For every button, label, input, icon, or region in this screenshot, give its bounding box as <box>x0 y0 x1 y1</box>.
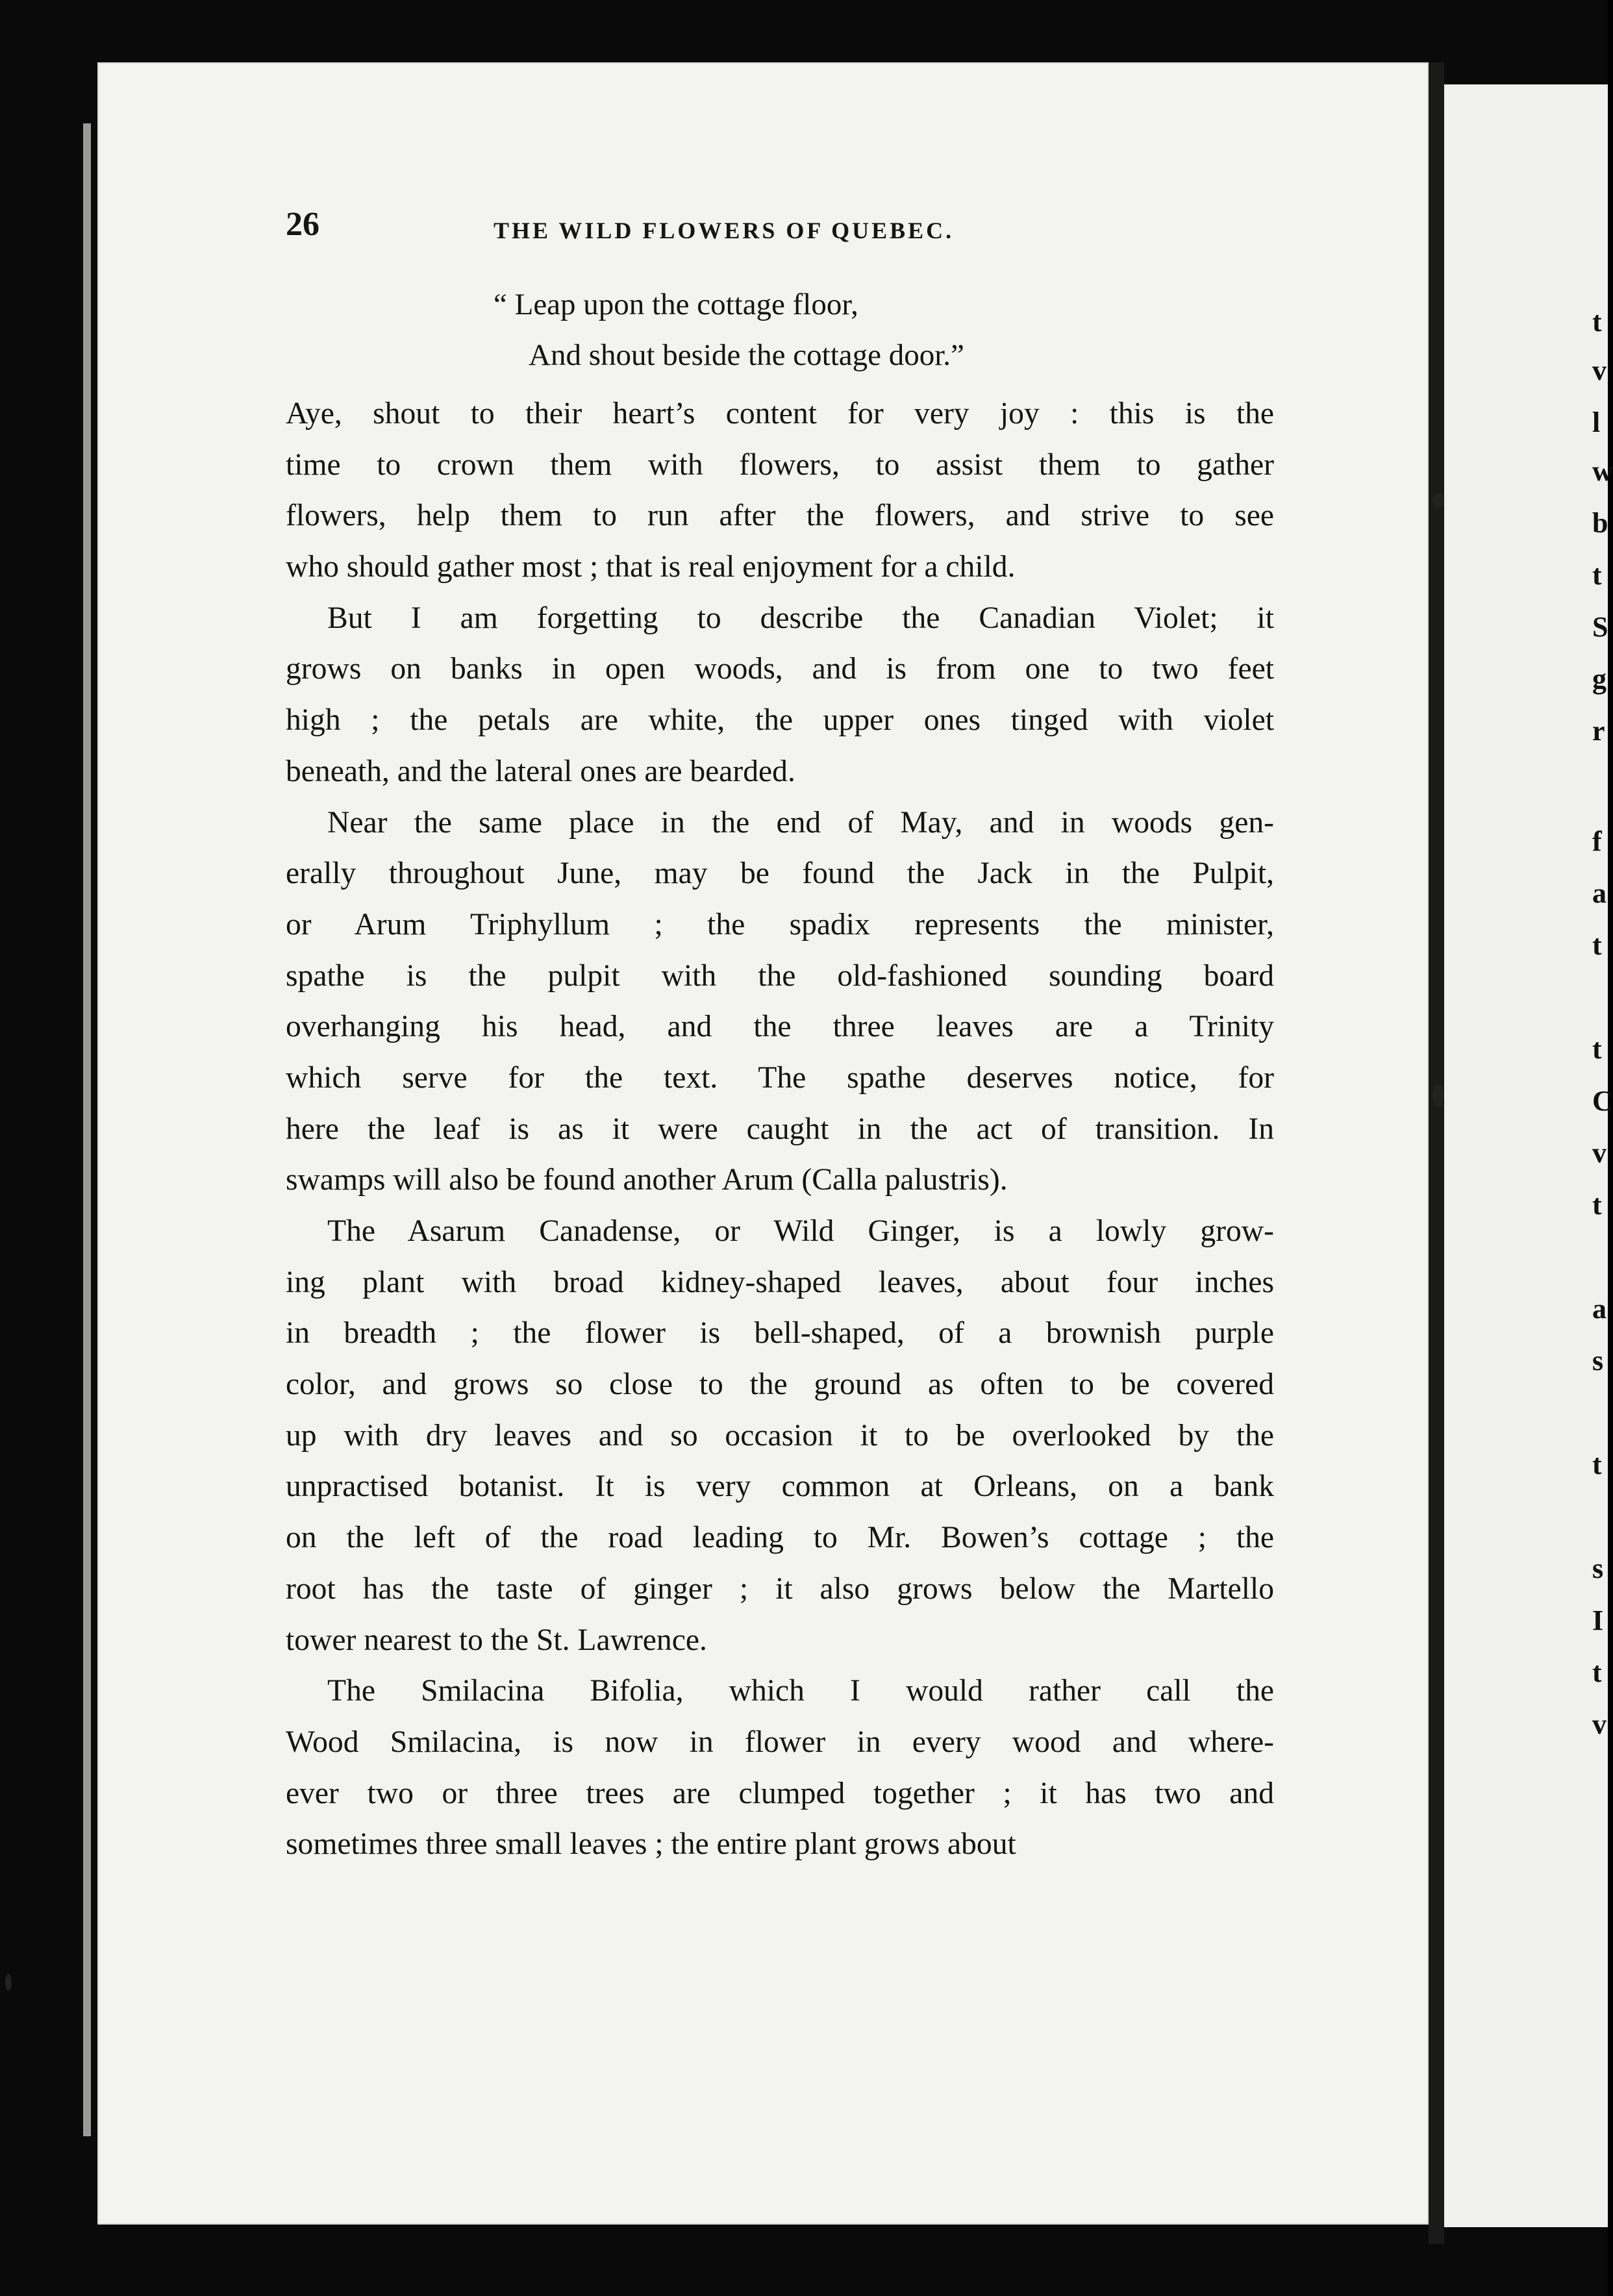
facing-page-char: t <box>1592 1033 1602 1065</box>
text-line: Near the same place in the end of May, and in woods gen- <box>327 805 1274 840</box>
facing-page-char: s <box>1592 1345 1604 1377</box>
text-line: Wood Smilacina, is now in flower in every wood and where- <box>286 1725 1274 1759</box>
facing-page-char: a <box>1592 877 1607 909</box>
facing-page-char: s <box>1592 1553 1604 1584</box>
text-line: overhanging his head, and the three leaves are a Trinity <box>286 1010 1274 1044</box>
text-line: sometimes three small leaves ; the entire plant grows about <box>286 1827 1016 1862</box>
facing-page-char: f <box>1592 825 1602 857</box>
facing-page-char: t <box>1592 1449 1602 1480</box>
paragraph <box>286 797 1274 1206</box>
text-line: color, and grows so close to the ground as often to be covered <box>286 1367 1274 1402</box>
facing-page-char: r <box>1592 715 1605 747</box>
text-line: flowers, help them to run after the flowers, and strive to see <box>286 499 1274 533</box>
page-edge <box>83 123 91 2136</box>
facing-page-char: t <box>1592 1189 1602 1221</box>
text-line: root has the taste of ginger ; it also grows below the Martello <box>286 1571 1274 1606</box>
text-line: time to crown them with flowers, to assist them to gather <box>286 447 1274 482</box>
text-line: swamps will also be found another Arum (Calla palustris). <box>286 1163 1008 1197</box>
text-line: ing plant with broad kidney-shaped leaves, about four inches <box>286 1265 1274 1299</box>
facing-page-char: S <box>1592 611 1608 643</box>
scan-speck <box>5 1974 12 1991</box>
text-line: Aye, shout to their heart’s content for very joy : this is the <box>286 397 1274 430</box>
facing-page-char: l <box>1592 406 1601 438</box>
verse-line: “ Leap upon the cottage floor, <box>494 288 858 321</box>
facing-page-char: v <box>1592 1137 1607 1169</box>
body-text <box>286 388 1274 1870</box>
facing-page-char: C <box>1592 1085 1613 1117</box>
facing-page-fragment <box>1444 84 1608 2227</box>
facing-page-char: t <box>1592 929 1602 961</box>
facing-page-char: b <box>1592 507 1608 539</box>
text-line: or Arum Triphyllum ; the spadix represents the minister, <box>286 907 1274 942</box>
running-title: THE WILD FLOWERS OF QUEBEC. <box>494 218 955 243</box>
text-line: spathe is the pulpit with the old-fashioned sounding board <box>286 958 1274 993</box>
verse-quotation <box>494 279 964 381</box>
text-line: But I am forgetting to describe the Canadian Violet; it <box>327 601 1274 635</box>
paragraph <box>286 1666 1274 1870</box>
facing-page-char: a <box>1592 1293 1607 1325</box>
text-line: unpractised botanist. It is very common at Orleans, on a bank <box>286 1469 1274 1504</box>
text-line: The Smilacina Bifolia, which I would rather call the <box>327 1674 1274 1708</box>
text-line: in breadth ; the flower is bell-shaped, of a brownish purple <box>286 1316 1274 1351</box>
facing-page-char: g <box>1592 663 1607 695</box>
facing-page-char: w <box>1592 455 1613 487</box>
text-line: high ; the petals are white, the upper ones tinged with violet <box>286 703 1274 738</box>
text-line: erally throughout June, may be found the Jack in the Pulpit, <box>286 856 1274 891</box>
scan-speck <box>1432 493 1444 508</box>
text-line: The Asarum Canadense, or Wild Ginger, is a lowly grow- <box>327 1214 1274 1248</box>
scan-speck <box>1432 1084 1444 1106</box>
text-line: which serve for the text. The spathe deserves notice, for <box>286 1060 1274 1095</box>
paragraph <box>286 388 1274 593</box>
text-line: here the leaf is as it were caught in the act of transition. In <box>286 1112 1274 1146</box>
text-line: grows on banks in open woods, and is from one to two feet <box>286 652 1274 686</box>
paragraph <box>286 593 1274 797</box>
text-line: on the left of the road leading to Mr. Bowen’s cottage ; the <box>286 1521 1274 1555</box>
text-line: up with dry leaves and so occasion it to be overlooked by the <box>286 1418 1274 1453</box>
facing-page-char: t <box>1592 306 1602 338</box>
text-line: tower nearest to the St. Lawrence. <box>286 1623 707 1657</box>
facing-page-char: t <box>1592 559 1602 591</box>
facing-page-char: v <box>1592 355 1607 386</box>
facing-page-char: I <box>1592 1604 1604 1636</box>
text-line: beneath, and the lateral ones are bearded. <box>286 754 795 788</box>
running-head <box>286 196 1273 255</box>
verse-line: And shout beside the cottage door.” <box>529 338 964 372</box>
facing-page-char: v <box>1592 1708 1607 1740</box>
text-line: ever two or three trees are clumped together ; it has two and <box>286 1776 1274 1810</box>
text-line: who should gather most ; that is real enjoyment for a child. <box>286 550 1016 584</box>
facing-page-char: t <box>1592 1656 1602 1688</box>
page-number: 26 <box>286 206 319 243</box>
page-gutter <box>1429 62 1444 2244</box>
paragraph <box>286 1206 1274 1666</box>
